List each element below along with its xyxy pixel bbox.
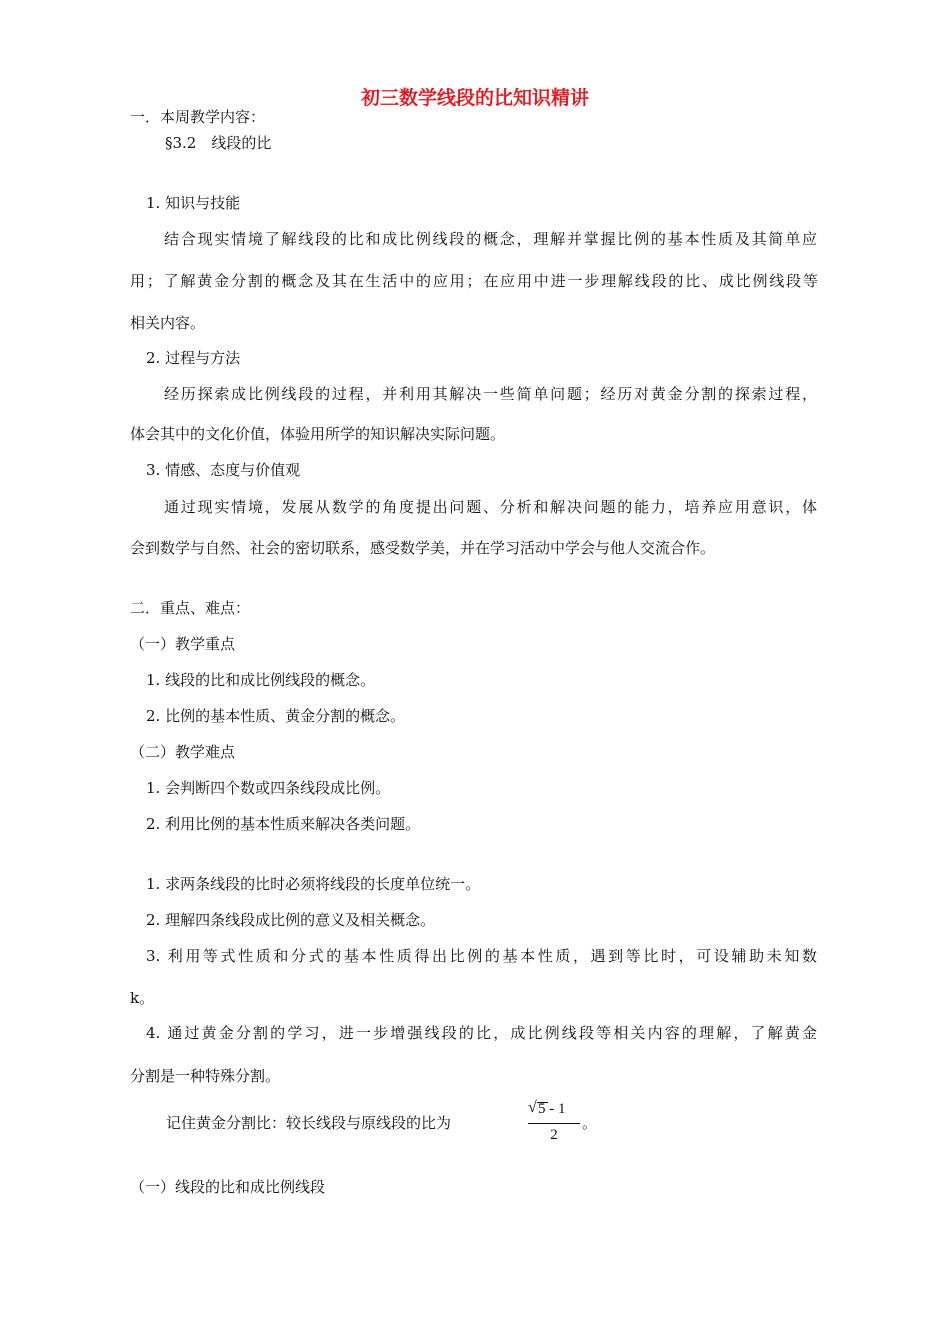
subsection-heading: （一）线段的比和成比例线段	[130, 1178, 326, 1196]
fraction-bar	[528, 1123, 580, 1124]
list-item: 1. 线段的比和成比例线段的概念。	[146, 671, 376, 689]
note-item: 1. 求两条线段的比时必须将线段的长度单位统一。	[146, 875, 481, 893]
paragraph-line: 通过现实情境，发展从数学的角度提出问题、分析和解决问题的能力，培养应用意识，体	[164, 498, 817, 516]
section-heading-content: 一．本周教学内容：	[130, 108, 266, 126]
note-item: 3. 利用等式性质和分式的基本性质得出比例的基本性质，遇到等比时，可设辅助未知数	[146, 947, 817, 965]
paragraph-line: 会到数学与自然、社会的密切联系，感受数学美，并在学习活动中学会与他人交流合作。	[130, 539, 716, 557]
fraction-denominator: 2	[550, 1127, 558, 1143]
note-item-continued: 分割是一种特殊分割。	[130, 1067, 281, 1085]
subsection-label-key: （一）教学重点	[130, 635, 236, 653]
goal-label-knowledge: 1. 知识与技能	[146, 194, 241, 212]
goal-label-values: 3. 情感、态度与价值观	[146, 461, 301, 479]
paragraph-line: 体会其中的文化价值，体验用所学的知识解决实际问题。	[130, 425, 506, 443]
paragraph-line: 结合现实情境了解线段的比和成比例线段的概念，理解并掌握比例的基本性质及其简单应	[164, 230, 817, 248]
list-item: 2. 利用比例的基本性质来解决各类问题。	[146, 815, 421, 833]
note-item-continued: k。	[130, 989, 155, 1007]
sqrt-symbol: √	[528, 1099, 537, 1116]
fraction-numerator	[528, 1097, 580, 1119]
section-subheading: §3.2 线段的比	[165, 134, 272, 152]
golden-ratio-statement: 记住黄金分割比：较长线段与原线段的比为	[166, 1114, 452, 1132]
sqrt-radicand: 5	[538, 1101, 546, 1117]
note-item: 2. 理解四条线段成比例的意义及相关概念。	[146, 911, 436, 929]
paragraph-line: 相关内容。	[130, 314, 206, 332]
golden-ratio-period: 。	[582, 1114, 598, 1132]
list-item: 2. 比例的基本性质、黄金分割的概念。	[146, 707, 406, 725]
paragraph-line: 用；了解黄金分割的概念及其在生活中的应用；在应用中进一步理解线段的比、成比例线段等	[130, 272, 818, 290]
subsection-label-difficulty: （二）教学难点	[130, 743, 236, 761]
section-heading-key-points: 二．重点、难点：	[130, 599, 251, 617]
goal-label-process: 2. 过程与方法	[146, 349, 241, 367]
page-title: 初三数学线段的比知识精讲	[360, 87, 589, 109]
note-item: 4. 通过黄金分割的学习，进一步增强线段的比，成比例线段等相关内容的理解，了解黄金	[146, 1024, 817, 1042]
numerator-tail: - 1	[545, 1101, 566, 1117]
list-item: 1. 会判断四个数或四条线段成比例。	[146, 779, 391, 797]
paragraph-line: 经历探索成比例线段的过程，并利用其解决一些简单问题；经历对黄金分割的探索过程，	[164, 385, 817, 403]
